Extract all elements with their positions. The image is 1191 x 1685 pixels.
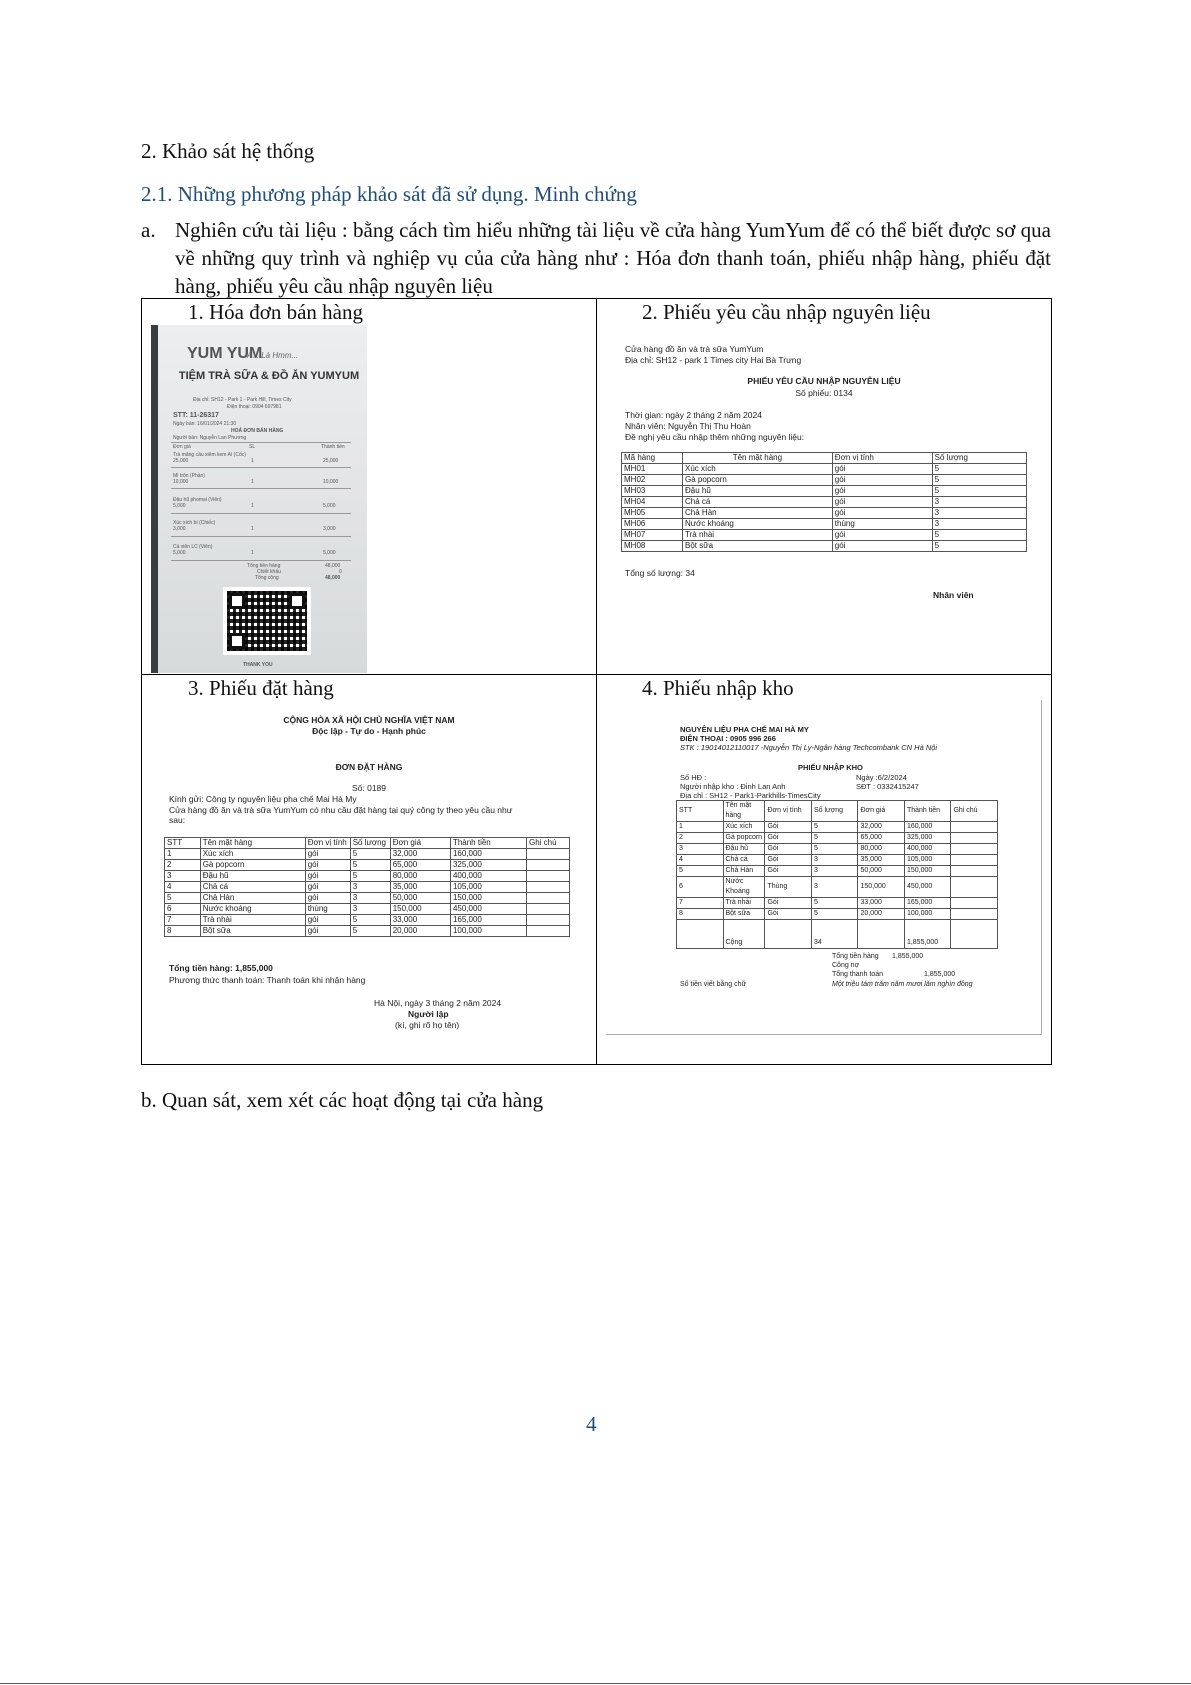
nation: CỘNG HÒA XÃ HỘI CHỦ NGHĨA VIỆT NAM xyxy=(283,715,455,725)
cell: 5 xyxy=(165,893,201,904)
column-header: Ghi chú xyxy=(527,838,570,849)
table-row xyxy=(622,541,1027,552)
cell: Chả cá xyxy=(723,855,765,866)
cell: 165,000 xyxy=(904,898,951,909)
total: Tổng tiền hàng: 1,855,000 xyxy=(169,963,273,973)
request-table xyxy=(621,452,1027,552)
thank-you: THANK YOU xyxy=(243,662,273,668)
cell: 35,000 xyxy=(390,882,450,893)
item-total: 10,000 xyxy=(323,479,339,485)
payment: Phương thức thanh toán: Thanh toán khi nhận hàng xyxy=(169,975,366,985)
cell: 325,000 xyxy=(904,833,951,844)
cell: MH02 xyxy=(622,475,683,486)
receipt-slogan: À... Là Hmm... xyxy=(247,351,299,360)
cell xyxy=(951,877,998,898)
column-header: Mã hàng xyxy=(622,453,683,464)
cell: Nước khoáng xyxy=(200,904,305,915)
item-name: Xúc xích bí (Chiếc) xyxy=(173,520,216,526)
table-row xyxy=(165,926,570,937)
column-header: Thành tiền xyxy=(450,838,526,849)
cell: 5 xyxy=(350,915,390,926)
cell xyxy=(527,926,570,937)
column-header: Đơn vị tính xyxy=(765,801,812,822)
cell: 3 xyxy=(350,904,390,915)
cell xyxy=(951,833,998,844)
table-row xyxy=(677,877,998,898)
cell: 5 xyxy=(932,541,1026,552)
table-row xyxy=(677,866,998,877)
subsection-heading: 2.1. Những phương pháp khảo sát đã sử dụng. Minh chứng xyxy=(141,182,637,206)
form-title: PHIẾU NHẬP KHO xyxy=(798,763,863,772)
paragraph-text: Nghiên cứu tài liệu : bằng cách tìm hiểu những tài liệu về cửa hàng YumYum để có thể biết được sơ qua về những quy trình và nghiệp vụ của cửa hàng như : Hóa đơn thanh toán, phiếu nhập hàng, phiếu đặt hàng, phiếu yêu cầu nhập nguyên liệu xyxy=(175,218,1051,298)
cell: MH08 xyxy=(622,541,683,552)
request-form xyxy=(597,330,1051,630)
column-header: Số lượng xyxy=(811,801,858,822)
cell: 6 xyxy=(677,877,724,898)
cell xyxy=(951,822,998,833)
address: Địa chỉ: SH12 - park 1 Times city Hai Bà Trưng xyxy=(625,355,802,365)
cell: 2 xyxy=(165,860,201,871)
signer: Người lập xyxy=(408,1009,449,1019)
cell: gói xyxy=(832,464,932,475)
section-heading: 2. Khảo sát hệ thống xyxy=(141,139,315,163)
cell: thùng xyxy=(305,904,350,915)
cell: 50,000 xyxy=(858,866,905,877)
cell: 7 xyxy=(165,915,201,926)
cell xyxy=(527,849,570,860)
account: STK : 19014012110017 -Nguyễn Thị Ly-Ngân hàng Techcombank CN Hà Nội xyxy=(680,743,938,752)
divider xyxy=(171,513,351,514)
cell xyxy=(951,866,998,877)
cell xyxy=(527,871,570,882)
table-row xyxy=(677,898,998,909)
cell: gói xyxy=(305,926,350,937)
amount-in-words: Một triệu tám trăm năm mươi lăm nghìn đồng xyxy=(832,981,973,988)
cell: Gói xyxy=(765,855,812,866)
receipt-title: HOÁ ĐƠN BÁN HÀNG xyxy=(231,428,284,434)
cell: gói xyxy=(832,475,932,486)
cell: 8 xyxy=(165,926,201,937)
divider xyxy=(171,560,351,561)
cell: 33,000 xyxy=(390,915,450,926)
table-row xyxy=(677,833,998,844)
cell: Nước khoáng xyxy=(683,519,833,530)
cell: 32,000 xyxy=(858,822,905,833)
table-row xyxy=(165,882,570,893)
cell: 5 xyxy=(811,898,858,909)
cell: Xúc xích xyxy=(200,849,305,860)
cell: Gói xyxy=(765,833,812,844)
item-price: 3,000 xyxy=(173,526,186,532)
table-row xyxy=(165,849,570,860)
cell: 105,000 xyxy=(904,855,951,866)
col-header: Đơn giá xyxy=(173,444,191,450)
item-price: 10,000 xyxy=(173,479,189,485)
table-row xyxy=(622,519,1027,530)
cell: 5 xyxy=(350,860,390,871)
col-header: Thành tiền xyxy=(321,444,345,450)
cell: gói xyxy=(305,893,350,904)
staff: Nhân viên: Nguyễn Thị Thu Hoàn xyxy=(625,421,751,431)
cell: 150,000 xyxy=(390,904,450,915)
cell: 32,000 xyxy=(390,849,450,860)
receipt-stt: STT: 11-26317 xyxy=(173,412,219,419)
cell: 400,000 xyxy=(904,844,951,855)
words-label: Số tiền viết bằng chữ xyxy=(680,981,747,988)
cell: gói xyxy=(832,508,932,519)
item-qty: 1 xyxy=(251,526,254,532)
receipt-address: Địa chỉ: SH12 - Park 1 - Park Hill, Times City xyxy=(193,397,292,403)
receiver: Người nhập kho : Đinh Lan Anh xyxy=(680,782,786,791)
paragraph-a xyxy=(141,216,1051,300)
discount-value: 0 xyxy=(339,569,342,575)
paragraph-b: b. Quan sát, xem xét các hoạt động tại cửa hàng xyxy=(141,1088,544,1112)
qr-code-icon xyxy=(223,587,311,655)
cell: 150,000 xyxy=(450,893,526,904)
column-header: Số lượng xyxy=(350,838,390,849)
cell: 450,000 xyxy=(904,877,951,898)
cell: Bột sữa xyxy=(683,541,833,552)
debt-label: Công nợ xyxy=(832,962,860,969)
cell xyxy=(951,898,998,909)
receipt-phone: Điện thoại: 0904 697981 xyxy=(227,404,282,410)
table-header xyxy=(677,801,998,822)
table-header xyxy=(622,453,1027,464)
cell: Chả Hàn xyxy=(683,508,833,519)
item-name: Đậu hũ phomai (Viên) xyxy=(173,497,222,503)
receipt-logo: YUM YUM xyxy=(187,345,263,362)
cell: 8 xyxy=(677,909,724,920)
cell: Gói xyxy=(765,822,812,833)
cell: Bột sữa xyxy=(200,926,305,937)
form-number: Số: 0189 xyxy=(351,783,387,793)
cell: gói xyxy=(305,882,350,893)
cell: Chả cá xyxy=(683,497,833,508)
cell: gói xyxy=(832,497,932,508)
cell: 3 xyxy=(677,844,724,855)
cell: MH04 xyxy=(622,497,683,508)
cell: 20,000 xyxy=(390,926,450,937)
cell: 3 xyxy=(165,871,201,882)
cell: 160,000 xyxy=(450,849,526,860)
item-price: 5,000 xyxy=(173,550,186,556)
goods-total-label: Tổng tiền hàng xyxy=(832,953,879,960)
total-value: 48,000 xyxy=(325,563,341,569)
photo-edge xyxy=(151,325,158,673)
cell: gói xyxy=(305,871,350,882)
column-header: Số lượng xyxy=(932,453,1026,464)
request: Đề nghị yêu cầu nhập thêm những nguyên liệu: xyxy=(625,432,805,442)
cell: 1 xyxy=(165,849,201,860)
cell: Xúc xích xyxy=(723,822,765,833)
cell: 65,000 xyxy=(858,833,905,844)
cell: 325,000 xyxy=(450,860,526,871)
table-divider xyxy=(141,674,1052,675)
cell: Chả cá xyxy=(200,882,305,893)
cell: MH03 xyxy=(622,486,683,497)
form-number: Số phiếu: 0134 xyxy=(795,388,853,398)
column-header: Đơn giá xyxy=(858,801,905,822)
cell xyxy=(527,882,570,893)
cell xyxy=(951,844,998,855)
column-header: Đơn vị tính xyxy=(832,453,932,464)
cell: 3 xyxy=(932,519,1026,530)
cell: Gói xyxy=(765,909,812,920)
invoice-number: Số HĐ : xyxy=(680,773,707,782)
cell: 3 xyxy=(811,877,858,898)
item-qty: 1 xyxy=(251,479,254,485)
cell: 5 xyxy=(350,871,390,882)
cell xyxy=(951,909,998,920)
cell: 7 xyxy=(677,898,724,909)
receiver-phone: SĐT : 0332415247 xyxy=(856,782,919,791)
receipt-date: Ngày bán: 16/01/2024 21:30 xyxy=(173,421,237,427)
item-price: 25,000 xyxy=(173,458,189,464)
cell: gói xyxy=(305,849,350,860)
column-header: Tên mặt hàng xyxy=(200,838,305,849)
cell: Trà nhài xyxy=(200,915,305,926)
cell: gói xyxy=(305,860,350,871)
total-label: Tổng tiền hàng xyxy=(247,563,281,569)
cell-label: 3. Phiếu đặt hàng xyxy=(188,676,334,700)
cell: 5 xyxy=(350,849,390,860)
cell: 2 xyxy=(677,833,724,844)
sum-label: Cộng xyxy=(723,920,765,949)
cell: 105,000 xyxy=(450,882,526,893)
table-row xyxy=(165,904,570,915)
cell: 5 xyxy=(811,822,858,833)
item-name: Mì trộn (Phần) xyxy=(173,473,205,479)
cell: MH06 xyxy=(622,519,683,530)
cell-label: 4. Phiếu nhập kho xyxy=(642,676,794,700)
warehouse-receipt xyxy=(606,700,1042,1035)
item-total: 5,000 xyxy=(323,550,336,556)
cell xyxy=(527,915,570,926)
cell: 5 xyxy=(350,926,390,937)
supplier-phone: ĐIỆN THOẠI : 0905 996 266 xyxy=(680,734,776,743)
divider xyxy=(171,467,351,468)
cell: 35,000 xyxy=(858,855,905,866)
item-price: 5,000 xyxy=(173,503,186,509)
cell: 33,000 xyxy=(858,898,905,909)
cell: Gà popcorn xyxy=(723,833,765,844)
item-qty: 1 xyxy=(251,550,254,556)
cell: 100,000 xyxy=(904,909,951,920)
form-title: PHIẾU YÊU CẦU NHẬP NGUYÊN LIỆU xyxy=(747,376,901,386)
cell: 3 xyxy=(350,882,390,893)
cell: 5 xyxy=(932,486,1026,497)
cell: 3 xyxy=(932,497,1026,508)
cell xyxy=(951,855,998,866)
table-row xyxy=(622,530,1027,541)
column-header: Đơn giá xyxy=(390,838,450,849)
cell: Gà popcorn xyxy=(683,475,833,486)
table-header xyxy=(165,838,570,849)
divider xyxy=(171,488,351,489)
col-header: SL xyxy=(249,444,256,450)
cell: Gói xyxy=(765,866,812,877)
pay-total-label: Tổng thanh toán xyxy=(832,971,883,978)
cell: Chả Hàn xyxy=(200,893,305,904)
address: Địa chỉ : SH12 - Park1-Parkhills-TimesCity xyxy=(680,791,821,800)
cell: gói xyxy=(832,486,932,497)
shop: Cửa hàng đồ ăn và trà sữa YumYum xyxy=(625,344,764,354)
table-row xyxy=(622,464,1027,475)
motto: Độc lập - Tự do - Hạnh phúc xyxy=(312,726,426,736)
column-header: Đơn vị tính xyxy=(305,838,350,849)
table-row xyxy=(622,497,1027,508)
table-row xyxy=(622,486,1027,497)
table-row xyxy=(677,909,998,920)
table-row xyxy=(622,475,1027,486)
cell: 80,000 xyxy=(858,844,905,855)
item-qty: 1 xyxy=(251,503,254,509)
cell: 165,000 xyxy=(450,915,526,926)
column-header: Ghi chú xyxy=(951,801,998,822)
cell: 3 xyxy=(350,893,390,904)
item-name: Cá viên LC (Viên) xyxy=(173,544,213,550)
cell: 3 xyxy=(811,866,858,877)
date: Ngày :6/2/2024 xyxy=(856,773,907,782)
cell: 65,000 xyxy=(390,860,450,871)
grand-label: Tổng cộng xyxy=(255,575,279,581)
divider xyxy=(171,536,351,537)
form-title: ĐƠN ĐẶT HÀNG xyxy=(335,762,403,772)
table-row xyxy=(677,822,998,833)
cell: gói xyxy=(832,541,932,552)
cell: MH07 xyxy=(622,530,683,541)
cell: 5 xyxy=(811,909,858,920)
time: Thời gian: ngày 2 tháng 2 năm 2024 xyxy=(625,410,762,420)
column-header: Tên mặt hàng xyxy=(683,453,833,464)
recipient: Kính gửi: Công ty nguyên liệu pha chế Mai Hà My xyxy=(169,794,357,804)
warehouse-table xyxy=(676,800,998,949)
cell: Thùng xyxy=(765,877,812,898)
sign-note: (kí, ghi rõ họ tên) xyxy=(395,1020,460,1030)
table-row xyxy=(165,871,570,882)
cell: Gói xyxy=(765,844,812,855)
cell: 5 xyxy=(677,866,724,877)
page-edge xyxy=(0,1683,1191,1684)
item-total: 5,000 xyxy=(323,503,336,509)
item-total: 3,000 xyxy=(323,526,336,532)
column-header: Tên mặt hàng xyxy=(723,801,765,822)
date: Hà Nội, ngày 3 tháng 2 năm 2024 xyxy=(374,998,502,1008)
cell xyxy=(527,893,570,904)
list-marker: a. xyxy=(141,218,156,242)
cell: Đậu hũ xyxy=(200,871,305,882)
cell: Đậu hũ xyxy=(683,486,833,497)
cell: Nước Khoáng xyxy=(723,877,765,898)
total: Tổng số lượng: 34 xyxy=(625,568,695,578)
cell: Bột sữa xyxy=(723,909,765,920)
table-row xyxy=(165,893,570,904)
cell: 1 xyxy=(677,822,724,833)
cell xyxy=(527,904,570,915)
cell: Chả Hàn xyxy=(723,866,765,877)
cell: 5 xyxy=(932,475,1026,486)
table-row xyxy=(165,915,570,926)
cell: 450,000 xyxy=(450,904,526,915)
table-row xyxy=(677,920,998,949)
cell: MH05 xyxy=(622,508,683,519)
item-total: 25,000 xyxy=(323,458,339,464)
cell: gói xyxy=(305,915,350,926)
cell: Trà nhài xyxy=(723,898,765,909)
cell: 150,000 xyxy=(858,877,905,898)
cell xyxy=(527,860,570,871)
sum-total: 1,855,000 xyxy=(904,920,951,949)
cell: 400,000 xyxy=(450,871,526,882)
cell: Gà popcorn xyxy=(200,860,305,871)
column-header: STT xyxy=(677,801,724,822)
cell-label: 1. Hóa đơn bán hàng xyxy=(188,300,363,324)
cell: MH01 xyxy=(622,464,683,475)
body: Cửa hàng đồ ăn và trà sữa YumYum có nhu cầu đặt hàng tại quý công ty theo yêu cầu như sau: xyxy=(169,805,513,825)
sum-qty: 34 xyxy=(811,920,858,949)
signer: Nhân viên xyxy=(933,590,974,600)
cell: thùng xyxy=(832,519,932,530)
discount-label: Chiết khấu xyxy=(257,569,281,575)
shop-name: TIỆM TRÀ SỮA & ĐỒ ĂN YUMYUM xyxy=(178,370,360,382)
cell: 5 xyxy=(811,844,858,855)
grand-value: 48,000 xyxy=(325,575,341,581)
receipt-seller: Người bán: Nguyễn Lan Phương xyxy=(173,435,247,441)
table-row xyxy=(677,844,998,855)
cell: 3 xyxy=(932,508,1026,519)
cell: 3 xyxy=(811,855,858,866)
column-header: Thành tiền xyxy=(904,801,951,822)
cell: Đậu hũ xyxy=(723,844,765,855)
cell: 5 xyxy=(811,833,858,844)
goods-total-value: 1,855,000 xyxy=(892,953,924,960)
cell: Trà nhài xyxy=(683,530,833,541)
item-name: Trà mãng cầu xiêm kem Aí (Cốc) xyxy=(173,452,246,458)
cell: 6 xyxy=(165,904,201,915)
cell: 5 xyxy=(932,530,1026,541)
pay-total-value: 1,855,000 xyxy=(924,971,956,978)
cell: Xúc xích xyxy=(683,464,833,475)
receipt-photo xyxy=(151,325,367,673)
cell-label: 2. Phiếu yêu cầu nhập nguyên liệu xyxy=(642,300,931,324)
column-header: STT xyxy=(165,838,201,849)
table-row xyxy=(165,860,570,871)
divider xyxy=(171,442,351,443)
cell: 4 xyxy=(677,855,724,866)
order-table xyxy=(164,837,570,937)
supplier: NGUYÊN LIỆU PHA CHẾ MAI HÀ MY xyxy=(680,725,809,734)
item-qty: 1 xyxy=(251,458,254,464)
cell: 80,000 xyxy=(390,871,450,882)
table-row xyxy=(677,855,998,866)
cell: 50,000 xyxy=(390,893,450,904)
cell: 4 xyxy=(165,882,201,893)
table-row xyxy=(622,508,1027,519)
page-number: 4 xyxy=(586,1412,597,1436)
cell: gói xyxy=(832,530,932,541)
cell: Gói xyxy=(765,898,812,909)
cell: 20,000 xyxy=(858,909,905,920)
cell: 150,000 xyxy=(904,866,951,877)
cell: 5 xyxy=(932,464,1026,475)
cell: 100,000 xyxy=(450,926,526,937)
cell: 160,000 xyxy=(904,822,951,833)
order-form xyxy=(142,705,596,1060)
